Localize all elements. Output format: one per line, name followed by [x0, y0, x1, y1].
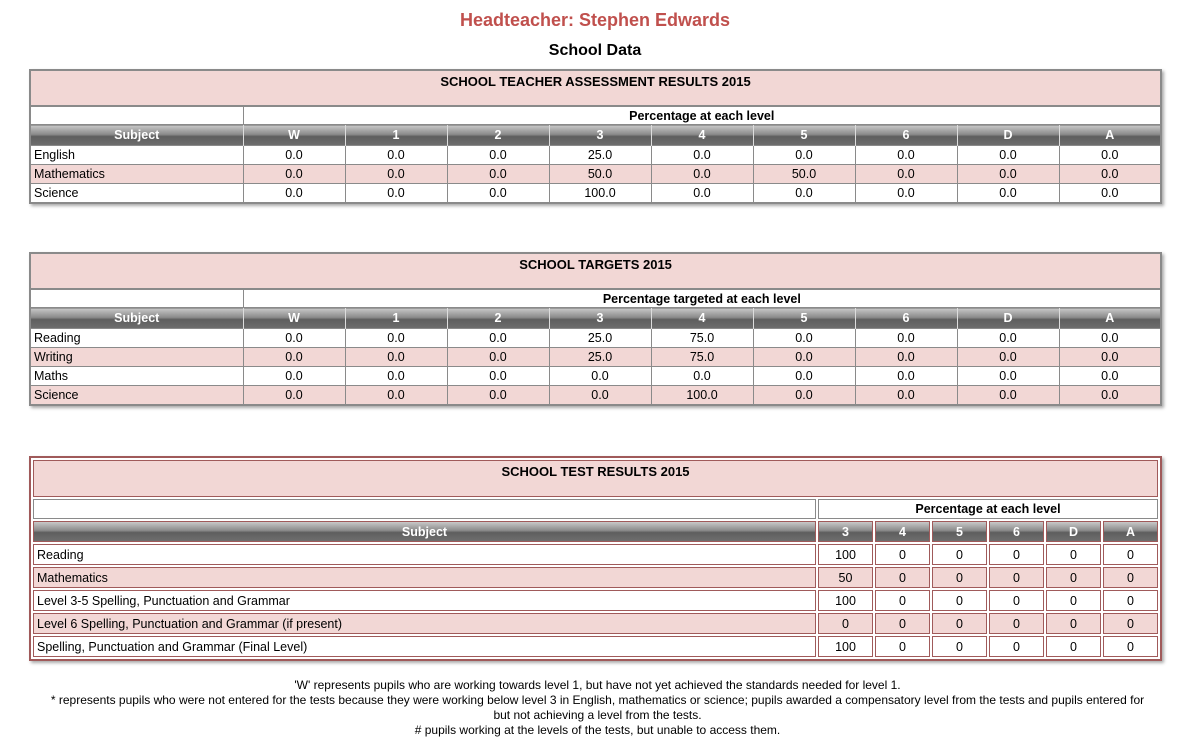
value-cell: 0.0 — [855, 367, 957, 386]
value-cell: 0.0 — [447, 329, 549, 348]
value-cell: 0.0 — [345, 184, 447, 204]
value-cell: 50.0 — [753, 165, 855, 184]
column-header: 6 — [855, 308, 957, 329]
value-cell: 0.0 — [753, 184, 855, 204]
value-cell: 0.0 — [753, 146, 855, 165]
column-header: A — [1059, 308, 1161, 329]
column-header: D — [957, 308, 1059, 329]
column-header: 5 — [932, 521, 987, 542]
school-test-results-table — [29, 456, 1162, 661]
table-row — [30, 329, 1161, 348]
subject-cell: Level 3-5 Spelling, Punctuation and Grammar — [33, 590, 816, 611]
value-cell: 0 — [875, 544, 930, 565]
value-cell: 0.0 — [855, 329, 957, 348]
headteacher-title: Headteacher: Stephen Edwards — [459, 10, 731, 30]
footnotes — [0, 678, 1195, 738]
value-cell: 0.0 — [957, 348, 1059, 367]
subject-cell: Science — [30, 386, 243, 406]
value-cell: 0.0 — [1059, 184, 1161, 204]
value-cell: 0.0 — [957, 329, 1059, 348]
column-header: 3 — [549, 308, 651, 329]
column-header: A — [1059, 125, 1161, 146]
percentage-label: Percentage at each level — [243, 106, 1161, 125]
column-header: D — [1046, 521, 1101, 542]
column-header: 1 — [345, 125, 447, 146]
value-cell: 0.0 — [1059, 329, 1161, 348]
column-header: 6 — [989, 521, 1044, 542]
column-header: 4 — [875, 521, 930, 542]
value-cell: 0 — [1103, 636, 1158, 657]
value-cell: 0.0 — [753, 367, 855, 386]
value-cell: 0.0 — [957, 146, 1059, 165]
w-note: 'W' represents pupils who are working towards level 1, but have not yet achieved the standards needed for level 1. — [294, 678, 901, 692]
blank-cell — [30, 289, 243, 308]
value-cell: 25.0 — [549, 329, 651, 348]
value-cell: 0.0 — [447, 184, 549, 204]
value-cell: 0 — [932, 567, 987, 588]
column-header: 5 — [753, 125, 855, 146]
value-cell: 0.0 — [243, 184, 345, 204]
value-cell: 0.0 — [753, 348, 855, 367]
school-targets-table — [29, 252, 1162, 406]
subject-cell: Reading — [33, 544, 816, 565]
table-row — [30, 348, 1161, 367]
table-row — [33, 544, 1158, 565]
subject-cell: Reading — [30, 329, 243, 348]
value-cell: 0.0 — [243, 367, 345, 386]
table-row — [30, 367, 1161, 386]
column-header: A — [1103, 521, 1158, 542]
value-cell: 0 — [875, 567, 930, 588]
value-cell: 100.0 — [549, 184, 651, 204]
value-cell: 100 — [818, 590, 873, 611]
value-cell: 0 — [875, 636, 930, 657]
column-header: D — [957, 125, 1059, 146]
subject-cell: Spelling, Punctuation and Grammar (Final Level) — [33, 636, 816, 657]
subject-cell: Level 6 Spelling, Punctuation and Grammar (if present) — [33, 613, 816, 634]
value-cell: 0.0 — [345, 386, 447, 406]
column-header: 3 — [818, 521, 873, 542]
value-cell: 0.0 — [243, 165, 345, 184]
value-cell: 0.0 — [243, 348, 345, 367]
blank-cell — [33, 499, 816, 519]
value-cell: 0.0 — [651, 146, 753, 165]
value-cell: 0 — [989, 590, 1044, 611]
value-cell: 0 — [1103, 613, 1158, 634]
value-cell: 0.0 — [1059, 348, 1161, 367]
value-cell: 0 — [989, 613, 1044, 634]
value-cell: 0.0 — [243, 329, 345, 348]
value-cell: 0 — [818, 613, 873, 634]
value-cell: 0.0 — [345, 348, 447, 367]
hash-note: # pupils working at the levels of the tests, but unable to access them. — [414, 723, 781, 737]
value-cell: 0.0 — [855, 146, 957, 165]
table-row — [33, 613, 1158, 634]
table-row — [30, 146, 1161, 165]
column-header: 4 — [651, 125, 753, 146]
value-cell: 0.0 — [651, 184, 753, 204]
column-header: 2 — [447, 308, 549, 329]
value-cell: 0.0 — [345, 367, 447, 386]
value-cell: 50.0 — [549, 165, 651, 184]
star-note: * represents pupils who were not entered for the tests because they were working below level 3 in English, mathematics or science; pupils awarded a compensatory level from the tests and pupils entered for — [50, 693, 1145, 707]
subject-cell: Mathematics — [33, 567, 816, 588]
table-row — [33, 590, 1158, 611]
table-row — [33, 636, 1158, 657]
value-cell: 0.0 — [243, 386, 345, 406]
value-cell: 0 — [932, 613, 987, 634]
column-header: 6 — [855, 125, 957, 146]
value-cell: 0 — [1046, 613, 1101, 634]
value-cell: 75.0 — [651, 348, 753, 367]
table-row — [30, 386, 1161, 406]
value-cell: 0.0 — [753, 329, 855, 348]
value-cell: 0 — [1103, 544, 1158, 565]
value-cell: 0.0 — [1059, 165, 1161, 184]
table-row — [33, 567, 1158, 588]
value-cell: 0 — [1046, 636, 1101, 657]
percentage-label: Percentage targeted at each level — [243, 289, 1161, 308]
value-cell: 0.0 — [957, 367, 1059, 386]
value-cell: 0.0 — [243, 146, 345, 165]
table-row — [30, 184, 1161, 204]
value-cell: 50 — [818, 567, 873, 588]
subject-cell: Writing — [30, 348, 243, 367]
value-cell: 100 — [818, 544, 873, 565]
value-cell: 25.0 — [549, 146, 651, 165]
teacher-assessment-table — [29, 69, 1162, 204]
column-header: 2 — [447, 125, 549, 146]
table-title: SCHOOL TARGETS 2015 — [30, 253, 1161, 289]
column-header: Subject — [33, 521, 816, 542]
column-header: 4 — [651, 308, 753, 329]
column-header: Subject — [30, 308, 243, 329]
subject-cell: Science — [30, 184, 243, 204]
value-cell: 0.0 — [447, 165, 549, 184]
subject-cell: English — [30, 146, 243, 165]
column-header: 3 — [549, 125, 651, 146]
value-cell: 0.0 — [957, 184, 1059, 204]
value-cell: 0.0 — [549, 386, 651, 406]
value-cell: 0.0 — [447, 367, 549, 386]
value-cell: 0.0 — [345, 329, 447, 348]
subject-cell: Mathematics — [30, 165, 243, 184]
value-cell: 0.0 — [855, 348, 957, 367]
value-cell: 0.0 — [345, 165, 447, 184]
value-cell: 0.0 — [753, 386, 855, 406]
value-cell: 0.0 — [651, 165, 753, 184]
value-cell: 0 — [875, 613, 930, 634]
value-cell: 25.0 — [549, 348, 651, 367]
page-subtitle: School Data — [548, 42, 642, 59]
value-cell: 0 — [989, 544, 1044, 565]
value-cell: 0.0 — [957, 165, 1059, 184]
value-cell: 0 — [1103, 590, 1158, 611]
value-cell: 0 — [1046, 590, 1101, 611]
value-cell: 0.0 — [855, 165, 957, 184]
value-cell: 0 — [989, 636, 1044, 657]
value-cell: 0 — [1103, 567, 1158, 588]
value-cell: 0 — [932, 636, 987, 657]
value-cell: 100 — [818, 636, 873, 657]
value-cell: 0.0 — [957, 386, 1059, 406]
subject-cell: Maths — [30, 367, 243, 386]
value-cell: 0.0 — [1059, 367, 1161, 386]
value-cell: 0.0 — [447, 348, 549, 367]
value-cell: 75.0 — [651, 329, 753, 348]
value-cell: 0 — [932, 544, 987, 565]
table-row — [30, 165, 1161, 184]
value-cell: 0.0 — [855, 386, 957, 406]
column-header: 1 — [345, 308, 447, 329]
value-cell: 0.0 — [855, 184, 957, 204]
table-title: SCHOOL TEACHER ASSESSMENT RESULTS 2015 — [30, 70, 1161, 106]
value-cell: 0.0 — [447, 146, 549, 165]
blank-cell — [30, 106, 243, 125]
table-title: SCHOOL TEST RESULTS 2015 — [33, 460, 1158, 497]
column-header: W — [243, 125, 345, 146]
percentage-label: Percentage at each level — [818, 499, 1158, 519]
column-header: Subject — [30, 125, 243, 146]
value-cell: 100.0 — [651, 386, 753, 406]
column-header: W — [243, 308, 345, 329]
value-cell: 0.0 — [549, 367, 651, 386]
column-header: 5 — [753, 308, 855, 329]
value-cell: 0.0 — [345, 146, 447, 165]
value-cell: 0 — [932, 590, 987, 611]
value-cell: 0.0 — [447, 386, 549, 406]
value-cell: 0 — [989, 567, 1044, 588]
value-cell: 0.0 — [1059, 386, 1161, 406]
value-cell: 0.0 — [1059, 146, 1161, 165]
star-note-continued: but not achieving a level from the tests. — [493, 708, 702, 722]
value-cell: 0.0 — [651, 367, 753, 386]
value-cell: 0 — [1046, 544, 1101, 565]
value-cell: 0 — [1046, 567, 1101, 588]
value-cell: 0 — [875, 590, 930, 611]
